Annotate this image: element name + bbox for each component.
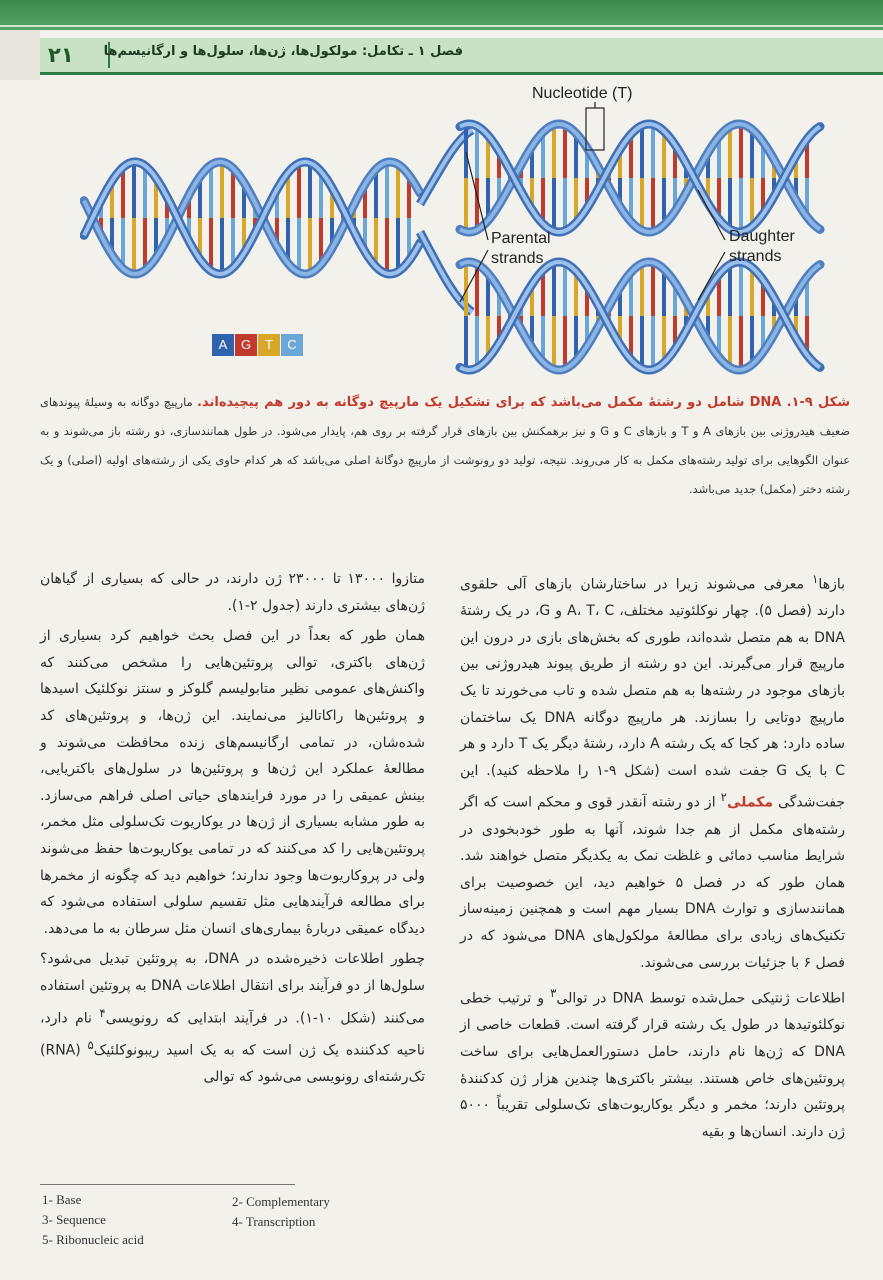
- page-number: ۲۱: [48, 42, 110, 68]
- paragraph: متازوا ۱۳۰۰۰ تا ۲۳۰۰۰ ژن دارند، در حالی که بسیاری از گیاهان ژن‌های بیشتری دارند (جدول ۲-۱).: [40, 571, 425, 614]
- paragraph: چطور اطلاعات ذخیره‌شده در DNA، به پروتئین تبدیل می‌شود؟ سلول‌ها از دو فرآیند برای انتقال اطلاعات DNA به پروتئین استفاده می‌کنند (شکل ۱۰-۱). در فرآیند ابتدایی که رونویسی$^۴$ نام دارد، ناحیه کدکننده یک ژن است که به یک اسید ریبونوکلئیک$^۵$ (RNA) تک‌رشته‌ای رونویسی می‌شود که توالی: [40, 951, 426, 1085]
- daughter-strands-label: Daughter strands: [729, 228, 795, 265]
- base-color-legend: [212, 334, 304, 356]
- paragraph: همان طور که بعداً در این فصل بحث خواهیم کرد بسیاری از ژن‌های باکتری، توالی پروتئین‌هایی را مشخص می‌کنند که واکنش‌های عمومی نظیر متابولیسم گلوکز و سنتز نوکلئیک اسیدها و پروتئین‌ها راکاتالیز می‌نمایند. این ژن‌ها، و پروتئین‌های کد شده‌شان، در تمامی ارگانیسم‌های زنده محافظت می‌شوند و مطالعهٔ عملکرد این ژن‌ها و پروتئین‌ها در سلول‌های باکتریایی، بینش عمیقی را در مورد فرایندهای حیاتی اصلی فراهم می‌سازد. به طور مشابه بسیاری از ژن‌ها در یوکاریوت تک‌سلولی مثل مخمر، پروتئین‌هایی را کد می‌کنند که در تمامی یوکاریوت‌ها حفظ می‌شوند ولی در پروکاریوت‌ها وجود ندارند؛ خواهیم دید که چگونه از مخمرها برای مطالعه فرآیندهایی مثل تقسیم سلولی استفاده می‌شود که دیدگاه عمیقی دربارهٔ بیماری‌های انسان مثل سرطان به ما می‌دهد.: [40, 628, 425, 937]
- footnote-4: 4- Transcription: [232, 1214, 316, 1229]
- caption-lead: شکل ۹-۱. DNA شامل دو رشتهٔ مکمل می‌باشد که برای تشکیل یک مارپیچ دوگانه به دور هم پیچیده‌اند.: [197, 395, 850, 410]
- footnote-ref: ۴: [99, 1005, 106, 1020]
- parental-strands-label: Parental strands: [491, 230, 551, 267]
- right-column: [460, 566, 845, 1145]
- page-margin: [0, 30, 40, 80]
- keyword-complementary: مکملی: [726, 795, 774, 812]
- footnote-5: 5- Ribonucleic acid: [42, 1232, 144, 1247]
- chapter-title: فصل ۱ ـ تکامل: مولکول‌ها، ژن‌ها، سلول‌ها و ارگانیسم‌ها: [103, 44, 463, 59]
- double-helix: [460, 124, 820, 232]
- legend-c: C: [281, 334, 303, 356]
- top-color-bar: [0, 0, 883, 30]
- paragraph: اطلاعات ژنتیکی حمل‌شده توسط DNA در توالی$^۳$ و ترتیب خطی نوکلئوتیدها در طول یک رشته قرار گرفته است. قطعات خاصی از DNA که ژن‌ها نام دارند، حامل دستورالعمل‌هایی برای ساخت پروتئین‌های خاص هستند. بیشتر باکتری‌ها چندین هزار ژن کدکنندهٔ پروتئین دارند؛ مخمر و دیگر یوکاریوت‌های تک‌سلولی تقریباً ۵۰۰۰ ژن دارند. انسان‌ها و بقیه: [460, 986, 845, 1140]
- footnote-ref: ۳: [550, 986, 557, 1001]
- legend-t: T: [258, 334, 280, 356]
- legend-g: G: [235, 334, 257, 356]
- footnote-divider: [40, 1184, 295, 1185]
- footnote-3: 3- Sequence: [42, 1212, 106, 1227]
- double-helix: [84, 162, 420, 274]
- legend-a: A: [212, 334, 234, 356]
- footnote-1: 1- Base: [42, 1192, 82, 1207]
- footnote-ref: ۲: [720, 790, 727, 805]
- footnote-ref: ۵: [87, 1037, 94, 1052]
- footnote-2: 2- Complementary: [232, 1194, 330, 1209]
- double-helix: [460, 262, 820, 370]
- paragraph: بازها$^۱$ معرفی می‌شوند زیرا در ساختارشان بازهای آلی حلقوی دارند (فصل ۵). چهار نوکلئوتید مختلف، A، T، C و G، در یک رشتهٔ DNA به هم متصل شده‌اند، طوری که بخش‌های بازی در درون این مارپیچ قرار می‌گیرند. این دو رشته از طریق پیوند هیدروژنی بین بازهای موجود در رشته‌ها به هم متصل شده و تاب می‌خورند تا یک مارپیچ دوتایی را بسازند. هر مارپیچ دوگانه DNA یک ساختمان ساده دارد: هر کجا که یک رشته A دارد، رشتهٔ دیگر یک T دارد و هر C با یک G جفت شده است (شکل ۹-۱ را ملاحظه کنید). این جفت‌شدگی مکملی$^۲$ از دو رشته آنقدر قوی و محکم است که اگر رشته‌های مکمل از هم جدا شوند، آنها به طور خودبخودی در شرایط مناسب دمائی و غلظت نمک به یکدیگر متصل خواهند شد. همان طور که در فصل ۵ خواهیم دید، این خصوصیت برای همانندسازی و توارث DNA بسیار مهم است و همچنین زمینه‌ساز تکنیک‌های زیادی برای مطالعهٔ مولکول‌های DNA می‌شود که در فصل ۶ با جزئیات بررسی می‌شوند.: [460, 572, 846, 971]
- caption-body: مارپیچ دوگانه به وسیلهٔ پیوندهای ضعیف هیدروژنی بین بازهای A و T و بازهای C و G و نیز برهمکنش بین بازهای قرار گرفته بر روی هم، پایدار می‌شود. در طول همانندسازی، دو رشته باز می‌شوند و به عنوان الگوهایی برای تولید رشته‌های مکمل به کار می‌روند. نتیجه، تولید دو رونوشت از مارپیچ دوگانهٔ اصلی می‌باشد که هر کدام حاوی یکی از رشته‌های اولیه (اصلی) و یک رشته دختر (مکمل) جدید می‌باشد.: [40, 395, 850, 496]
- figure-caption: [40, 388, 850, 504]
- dna-helix-illustration: [80, 80, 840, 380]
- nucleotide-label: Nucleotide (T): [532, 85, 633, 102]
- left-column: [40, 566, 425, 1091]
- footnote-ref: ۱: [812, 572, 819, 586]
- running-header: [40, 38, 883, 75]
- dna-replication-figure: [80, 80, 840, 380]
